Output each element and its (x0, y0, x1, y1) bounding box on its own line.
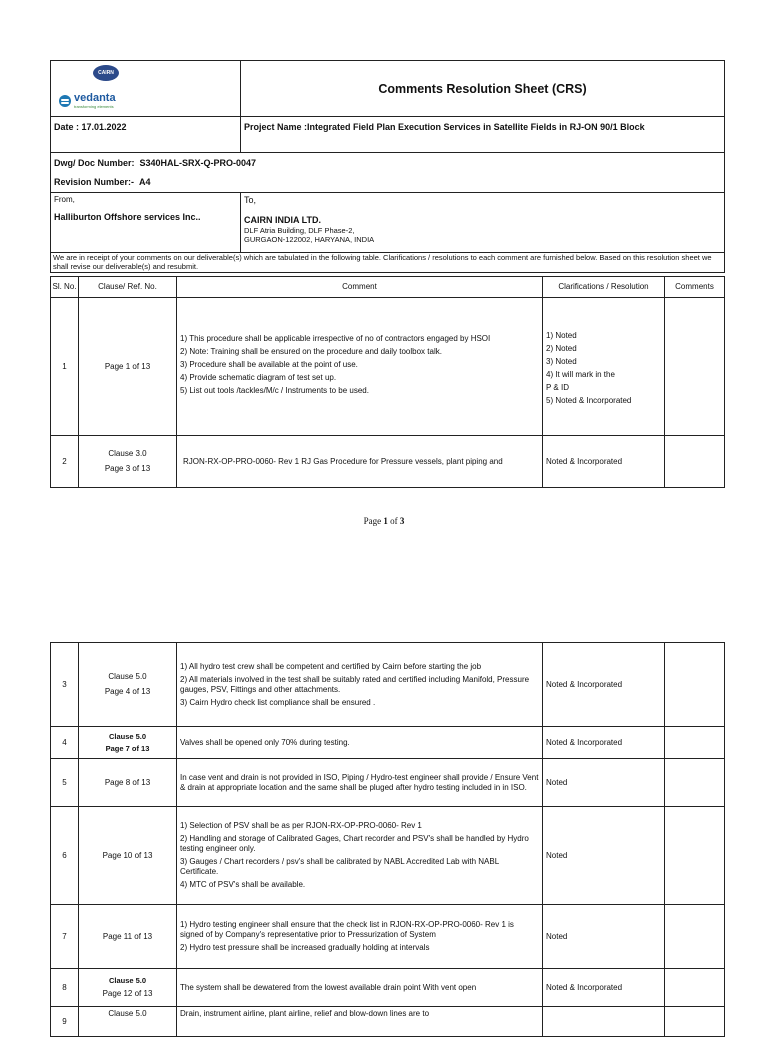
resolution-line: 1) Noted (546, 330, 577, 340)
row-comment (177, 643, 543, 727)
col-header-sl: Sl. No. (51, 277, 79, 298)
resolution-line: 2) Noted (546, 343, 577, 353)
row-sl: 9 (51, 1007, 79, 1037)
comment-line: 2) All materials involved in the test shall be suitably rated and certified including Manifold, Pressure gauges, PSV, Fittings and other attachments. (180, 674, 530, 694)
comment-line: 3) Gauges / Chart recorders / psv's shall be calibrated by NABL Accredited Lab with NABL Certificate. (180, 857, 499, 876)
row-sl: 1 (51, 298, 79, 436)
comment-line: 3) Procedure shall be available at the point of use. (180, 360, 358, 369)
resolution-line: 4) It will mark in the (546, 369, 615, 379)
cairn-logo: CAIRN (93, 65, 119, 81)
row-comment: In case vent and drain is not provided in ISO, Piping / Hydro-test engineer shall provide / Ensure Vent & drain at appropriate location and the same shall be pluged after hydro testing included in in ISO. (177, 759, 543, 807)
document-date: Date : 17.01.2022 (51, 117, 241, 153)
to-address-line2: GURGAON-122002, HARYANA, INDIA (244, 235, 375, 244)
row-comment (177, 298, 543, 436)
to-block (241, 193, 725, 253)
row-sl: 5 (51, 759, 79, 807)
row-clause: Page 10 of 13 (79, 807, 177, 905)
row-comment (177, 905, 543, 969)
row-extra-comments (665, 643, 725, 727)
row-extra-comments (665, 298, 725, 436)
resolution-line: 5) Noted & Incorporated (546, 395, 632, 405)
row-resolution: Noted (543, 807, 665, 905)
resolution-line: P & ID (546, 382, 569, 392)
row-sl: 6 (51, 807, 79, 905)
comment-line: 2) Hydro test pressure shall be increased gradually holding at intervals (180, 943, 430, 952)
row-resolution: Noted & Incorporated (543, 436, 665, 488)
comment-line: 1) Hydro testing engineer shall ensure that the check list in RJON-RX-OP-PRO-0060- Rev 1 is signed of by Company's representative prior to Pressurization of System (180, 920, 514, 939)
col-header-clause: Clause/ Ref. No. (79, 277, 177, 298)
row-clause: Page 1 of 13 (79, 298, 177, 436)
comment-line: 1) Selection of PSV shall be as per RJON-RX-OP-PRO-0060- Rev 1 (180, 821, 422, 830)
row-clause: Clause 5.0 Page 4 of 13 (79, 643, 177, 727)
table-row (51, 436, 725, 488)
table-row (51, 727, 725, 759)
row-extra-comments (665, 436, 725, 488)
vedanta-mark-icon (59, 95, 71, 107)
comment-line: 4) MTC of PSV's shall be available. (180, 880, 306, 889)
vedanta-tagline: transforming elements (74, 104, 114, 109)
comment-line: 3) Cairn Hydro check list compliance shall be ensured . (180, 697, 376, 707)
table-row (51, 759, 725, 807)
row-extra-comments (665, 969, 725, 1007)
logo-cell (51, 61, 241, 117)
row-clause: Clause 5.0 (79, 1007, 177, 1037)
table-row (51, 969, 725, 1007)
dwg-label: Dwg/ Doc Number: (54, 157, 135, 168)
rev-value: A4 (139, 176, 151, 187)
row-comment: RJON-RX-OP-PRO-0060- Rev 1 RJ Gas Procedure for Pressure vessels, plant piping and (177, 436, 543, 488)
row-clause: Page 11 of 13 (79, 905, 177, 969)
doc-number-block (51, 153, 725, 193)
comment-line: 1) All hydro test crew shall be competent and certified by Cairn before starting the job (180, 661, 482, 671)
row-clause: Clause 5.0 Page 12 of 13 (79, 969, 177, 1007)
rev-label: Revision Number:- (54, 176, 135, 187)
project-name: Project Name :Integrated Field Plan Execution Services in Satellite Fields in RJ-ON 90/1 Block (241, 117, 725, 153)
crs-header-table (50, 60, 725, 273)
vedanta-logo (59, 93, 116, 109)
row-clause: Clause 3.0 Page 3 of 13 (79, 436, 177, 488)
table-row (51, 905, 725, 969)
col-header-clarification: Clarifications / Resolution (543, 277, 665, 298)
comment-line: 2) Handling and storage of Calibrated Gages, Chart recorder and PSV's shall be handled by Hydro testing engineer only. (180, 834, 529, 853)
row-sl: 3 (51, 643, 79, 727)
row-resolution: Noted (543, 905, 665, 969)
col-header-comments: Comments (665, 277, 725, 298)
to-label: To, (244, 195, 257, 205)
table-row (51, 807, 725, 905)
row-comment: Valves shall be opened only 70% during testing. (177, 727, 543, 759)
from-name: Halliburton Offshore services Inc.. (54, 212, 201, 222)
page-number: Page 1 of 3 (363, 516, 405, 526)
row-resolution: Noted & Incorporated (543, 643, 665, 727)
dwg-value: S340HAL-SRX-Q-PRO-0047 (139, 157, 257, 168)
table-row (51, 298, 725, 436)
vedanta-wordmark: vedanta (74, 92, 116, 104)
row-sl: 8 (51, 969, 79, 1007)
comment-line: 1) This procedure shall be applicable irrespective of no of contractors engaged by HSOI (180, 334, 491, 343)
row-resolution (543, 298, 665, 436)
resolution-line: 3) Noted (546, 356, 577, 366)
comments-table-page2 (50, 642, 725, 1037)
row-comment (177, 807, 543, 905)
intro-text: We are in receipt of your comments on our deliverable(s) which are tabulated in the following table. Clarifications / resolutions to each comment are furnished below. Based on this resolution sheet we shall revise our deliverable(s) and resubmit. (51, 253, 725, 273)
row-resolution (543, 1007, 665, 1037)
from-block (51, 193, 241, 253)
row-resolution: Noted (543, 759, 665, 807)
to-address-line1: DLF Atria Building, DLF Phase-2, (244, 226, 355, 235)
comment-line: 4) Provide schematic diagram of test set up. (180, 373, 337, 382)
document-title: Comments Resolution Sheet (CRS) (241, 61, 725, 117)
col-header-comment: Comment (177, 277, 543, 298)
row-resolution: Noted & Incorporated (543, 969, 665, 1007)
row-clause: Clause 5.0 Page 7 of 13 (79, 727, 177, 759)
comments-table-page1 (50, 276, 725, 488)
row-resolution: Noted & Incorporated (543, 727, 665, 759)
row-extra-comments (665, 905, 725, 969)
row-extra-comments (665, 727, 725, 759)
row-comment: Drain, instrument airline, plant airline, relief and blow-down lines are to (177, 1007, 543, 1037)
row-sl: 4 (51, 727, 79, 759)
comment-line: 2) Note: Training shall be ensured on the procedure and daily toolbox talk. (180, 347, 442, 356)
row-extra-comments (665, 1007, 725, 1037)
to-name: CAIRN INDIA LTD. (244, 215, 321, 225)
comment-line: 5) List out tools /tackles/M/c / Instruments to be used. (180, 386, 369, 395)
row-sl: 2 (51, 436, 79, 488)
row-comment: The system shall be dewatered from the lowest available drain point With vent open (177, 969, 543, 1007)
row-clause: Page 8 of 13 (79, 759, 177, 807)
from-label: From, (54, 195, 75, 204)
table-row (51, 1007, 725, 1037)
table-row (51, 643, 725, 727)
row-extra-comments (665, 759, 725, 807)
row-sl: 7 (51, 905, 79, 969)
row-extra-comments (665, 807, 725, 905)
